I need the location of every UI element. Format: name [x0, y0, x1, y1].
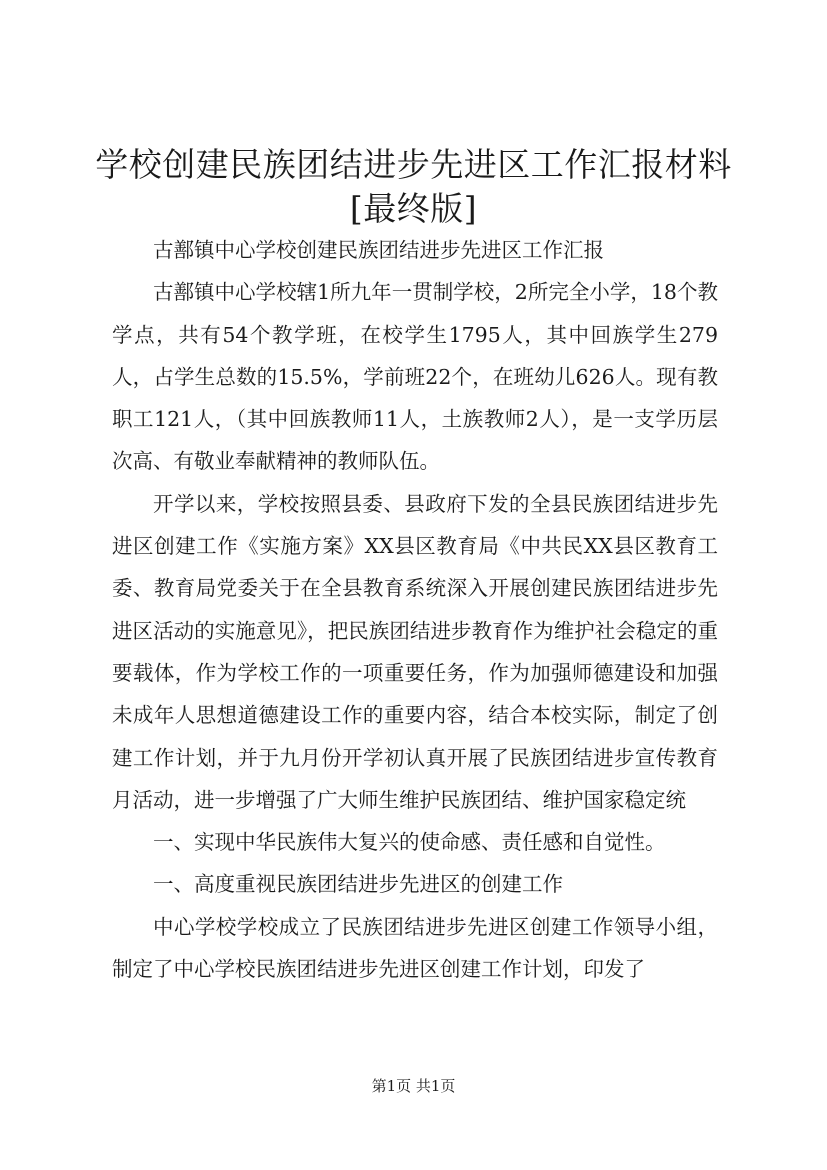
paragraph-leadership: 中心学校学校成立了民族团结进步先进区创建工作领导小组，制定了中心学校民族团结进步先进区创建工作计划，印发了: [112, 914, 718, 982]
page-number: 第1页 共1页: [371, 1077, 456, 1095]
paragraph-mission: 一、实现中华民族伟大复兴的使命感、责任感和自觉性。: [153, 830, 666, 855]
paragraph-activities: 开学以来，学校按照县委、县政府下发的全县民族团结进步先进区创建工作《实施方案》XX县区教育局《中共民XX县区教育工委、教育局党委关于在全县教育系统深入开展创建民族团结进步先进区活动的实施意见》，把民族团结进步教育作为维护社会稳定的重要载体，作为学校工作的一项重要任务，作为加强师德建设和加强未成年人思想道德建设工作的重要内容，结合本校实际，制定了创建工作计划，并于九月份开学初认真开展了民族团结进步宣传教育月活动，进一步增强了广大师生维护民族团结、维护国家稳定统: [112, 491, 718, 812]
document-title: [60, 143, 767, 231]
paragraph-overview: 古鄯镇中心学校辖1所九年一贯制学校，2所完全小学，18个教学点，共有54个教学班，在校学生1795人，其中回族学生279人，占学生总数的15.5%，学前班22个，在班幼儿626人。现有教职工121人，（其中回族教师11人，土族教师2人），是一支学历层次高、有敬业奉献精神的教师队伍。: [112, 280, 718, 474]
section-heading-1: 一、高度重视民族团结进步先进区的创建工作: [153, 872, 563, 897]
paragraph-subtitle: 古鄯镇中心学校创建民族团结进步先进区工作汇报: [153, 238, 604, 262]
title-line-2: [最终版]: [349, 189, 478, 228]
title-line-1: 学校创建民族团结进步先进区工作汇报材料: [95, 145, 732, 184]
document-body: [112, 229, 718, 990]
